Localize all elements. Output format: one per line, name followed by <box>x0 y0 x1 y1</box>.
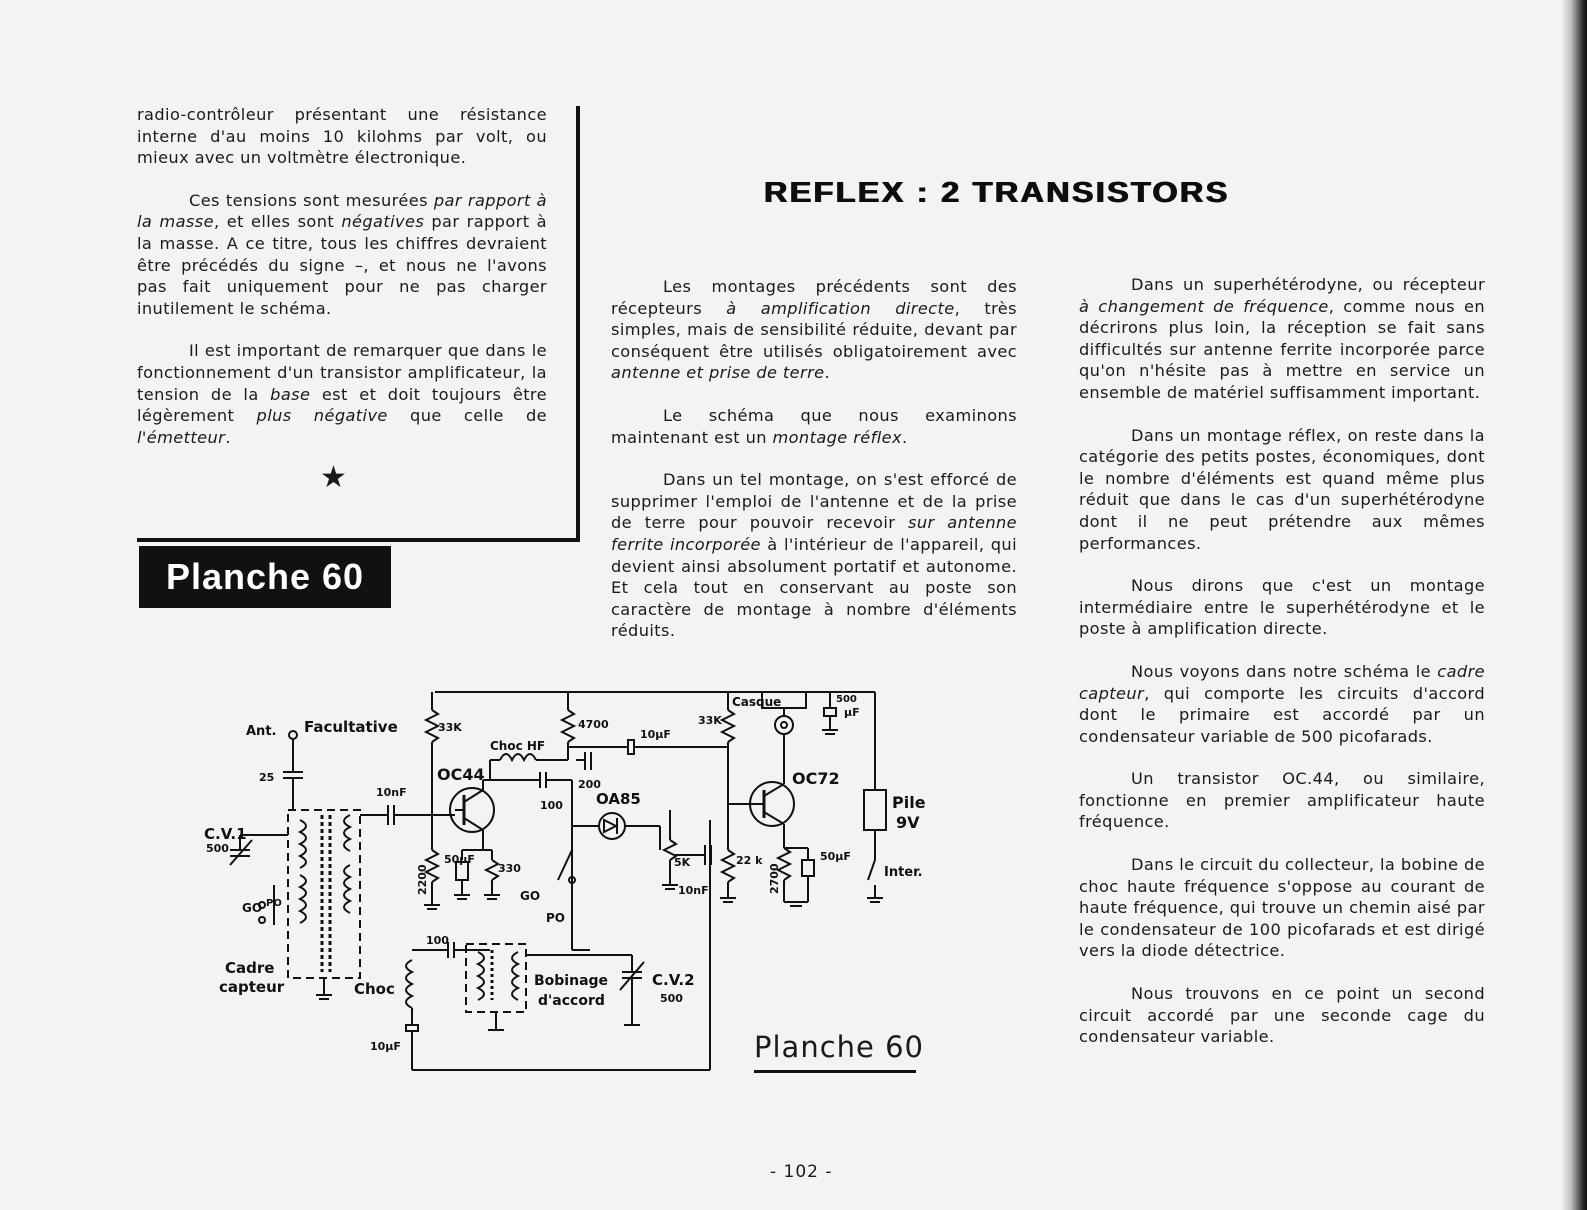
schematic-label: capteur <box>219 978 285 996</box>
text: Dans un tel montage, on s'est efforcé de supprimer l'emploi de l'antenne et de la prise de terre pour pouvoir recevoir <box>611 470 1017 533</box>
schematic-label: Facultative <box>304 718 398 736</box>
plate-caption: Planche 60 <box>754 1030 924 1064</box>
text: Ces tensions sont mesurées <box>189 190 434 210</box>
schematic-label: 200 <box>578 778 601 791</box>
schematic-label: 100 <box>426 934 449 947</box>
paragraph <box>611 405 1017 448</box>
caption-underline <box>754 1070 916 1073</box>
schematic-label: 25 <box>259 771 275 784</box>
text: . <box>901 427 908 447</box>
paragraph <box>1079 274 1485 404</box>
text: Dans un superhétérodyne, ou récepteur <box>1131 275 1485 294</box>
plate-badge: Planche 60 <box>139 546 391 608</box>
schematic-label: Casque <box>732 695 782 709</box>
text: est et doit toujours être légèrement <box>137 384 547 426</box>
schematic-label: 22 k <box>736 854 763 867</box>
schematic-label: Pile <box>892 793 926 812</box>
text: Nous trouvons en ce point un second circuit accordé par une seconde cage du condensateur variable. <box>1079 984 1485 1047</box>
text: , et elles sont <box>213 212 342 232</box>
schematic-label: 100 <box>540 799 563 812</box>
schematic-label: 33K <box>698 714 722 727</box>
paragraph <box>611 469 1017 642</box>
right-text-column <box>1079 274 1485 1069</box>
italic-text: sur antenne ferrite incorporée <box>611 513 1018 554</box>
schematic-label: OA85 <box>596 790 641 808</box>
text: . <box>225 427 231 447</box>
paragraph <box>611 276 1017 384</box>
frame-horizontal-rule <box>137 538 580 542</box>
italic-text: par rapport à la masse <box>137 190 548 232</box>
paragraph <box>1079 854 1485 962</box>
text: Un transistor OC.44, ou similaire, fonctionne en premier amplificateur haute fréquence. <box>1079 769 1485 832</box>
page-binding-edge <box>1561 0 1587 1210</box>
text: radio-contrôleur présentant une résistance interne d'au moins 10 kilohms par volt, ou mieux avec un voltmètre électronique. <box>137 105 547 168</box>
schematic-label: 4700 <box>578 718 609 731</box>
italic-text: cadre capteur <box>1079 661 1485 703</box>
italic-text: plus négative <box>256 406 388 426</box>
text: , comme nous en décrirons plus loin, la réception se fait sans difficultés sur antenne ferrite incorporée parce qu'on n'hésite pas à mettre en service un ensemble de matériel suffisamment important. <box>1079 296 1485 402</box>
schematic-label: C.V.2 <box>652 971 695 989</box>
text: à l'intérieur de l'appareil, qui devient ainsi absolument portatif et autonome. Et cela tout en conservant au poste son caractère de montage à nombre d'éléments réduits. <box>611 534 1017 641</box>
schematic-label: 10µF <box>370 1040 401 1053</box>
schematic-label: 50µF <box>820 850 851 863</box>
schematic-label: GO <box>520 889 541 903</box>
text: par rapport à la masse. A ce titre, tous les chiffres devraient être précédés du signe –, et nous ne l'avons pas fait uniquement pour ne pas charger inutilement le schéma. <box>137 212 547 318</box>
schematic-label: 9V <box>896 813 920 832</box>
text: Dans le circuit du collecteur, la bobine de choc haute fréquence s'oppose au courant de haute fréquence, qui trouve un chemin aisé par le condensateur de 100 picofarads et est dirigé vers la diode détectrice. <box>1079 855 1485 961</box>
schematic-label: µF <box>844 706 860 719</box>
text: Les montages précédents sont des récepteurs <box>611 277 1017 318</box>
paragraph <box>137 190 547 320</box>
schematic-label: 500 <box>836 694 857 705</box>
italic-text: l'émetteur <box>137 427 226 447</box>
text: Le schéma que nous examinons maintenant est un <box>611 405 1017 447</box>
schematic-label: 5K <box>674 856 691 869</box>
italic-text: à changement de fréquence <box>1079 296 1329 316</box>
schematic-label: 2200 <box>416 864 429 895</box>
schematic-label: PO <box>546 911 565 925</box>
schematic-label: 10nF <box>678 884 709 897</box>
paragraph <box>1079 768 1485 833</box>
schematic-label: GO <box>242 901 263 915</box>
paragraph <box>137 340 547 448</box>
frame-vertical-rule <box>576 106 580 542</box>
article-title: REFLEX : 2 TRANSISTORS <box>764 177 1230 209</box>
schematic-label: 2700 <box>768 863 781 894</box>
schematic-label: 10nF <box>376 786 407 799</box>
paragraph <box>1079 661 1485 747</box>
text: Nous voyons dans notre schéma le <box>1131 661 1438 681</box>
paragraph <box>1079 983 1485 1048</box>
schematic-label: 50µF <box>444 853 475 866</box>
schematic-label: Choc <box>354 980 395 998</box>
schematic-label: 500 <box>660 992 683 1005</box>
italic-text: à amplification directe <box>726 298 955 318</box>
schematic-label: Inter. <box>884 865 923 880</box>
text: Dans un montage réflex, on reste dans la catégorie des petits postes, économiques, dont le nombre d'éléments est quand même plus réduit que dans le cas d'un superhétérodyne dont il ne peut prétendre aux mêmes performances. <box>1079 425 1485 553</box>
italic-text: montage réflex <box>772 427 902 447</box>
paragraph <box>137 104 547 169</box>
star-ornament-icon: ★ <box>320 460 347 495</box>
schematic-label: OC72 <box>792 769 840 788</box>
schematic-label: Choc HF <box>490 739 546 753</box>
schematic-label: 10µF <box>640 728 671 741</box>
schematic-label: OC44 <box>437 765 485 784</box>
schematic-label: Bobinage <box>534 973 609 989</box>
middle-text-column <box>611 276 1017 663</box>
schematic-label: C.V.1 <box>204 825 247 843</box>
text: , qui comporte les circuits d'accord dont le primaire est accordé par un condensateur variable de 500 picofarads. <box>1079 683 1485 746</box>
text: que celle de <box>387 406 547 426</box>
text: Il est important de remarquer que dans le fonctionnement d'un transistor amplificateur, la tension de la <box>137 341 547 404</box>
schematic-label: Cadre <box>225 959 275 977</box>
schematic-label: 330 <box>498 862 521 875</box>
paragraph <box>1079 425 1485 555</box>
italic-text: antenne et prise de terre <box>611 363 825 383</box>
schematic-label: 33K <box>438 721 462 734</box>
left-text-column <box>137 104 547 469</box>
italic-text: négatives <box>341 212 425 232</box>
schematic-label: PO <box>266 898 282 909</box>
schematic-label: d'accord <box>538 993 605 1009</box>
paragraph <box>1079 575 1485 640</box>
text: . <box>824 363 831 383</box>
italic-text: base <box>270 384 311 404</box>
schematic-label: 500 <box>206 842 229 855</box>
page-number: - 102 - <box>770 1162 833 1182</box>
schematic-label: Ant. <box>246 724 277 739</box>
text: Nous dirons que c'est un montage intermédiaire entre le superhétérodyne et le poste à amplification directe. <box>1079 576 1485 639</box>
text: , très simples, mais de sensibilité réduite, devant par conséquent être utilisés obligatoirement avec <box>611 298 1017 361</box>
